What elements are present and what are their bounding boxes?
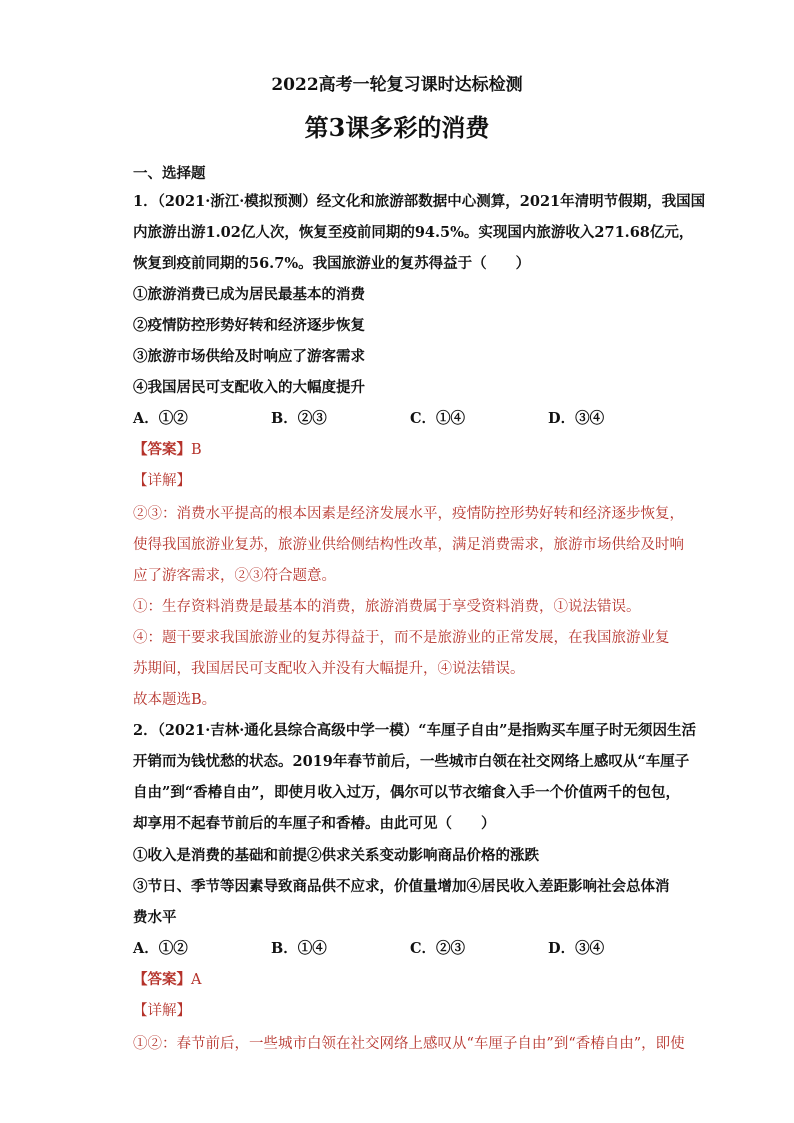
q1-explain-line-6: 苏期间，我国居民可支配收入并没有大幅提升，④说法错误。 (133, 661, 525, 677)
q1-item-4: ④我国居民可支配收入的大幅度提升 (133, 379, 365, 396)
q2-item-line-2: ③节日、季节等因素导致商品供不应求，价值量增加④居民收入差距影响社会总体消 (133, 878, 670, 895)
q2-item-line-1: ①收入是消费的基础和前提②供求关系变动影响商品价格的涨跌 (133, 847, 539, 864)
q2-option-a: A．①② (133, 940, 188, 957)
q1-stem-line-2: 内旅游出游1.02亿人次，恢复至疫前同期的94.5%。实现国内旅游收入271.68亿元， (133, 224, 694, 241)
q2-option-b: B．①④ (271, 940, 327, 957)
q1-answer (133, 440, 673, 460)
lesson-title: 第3课多彩的消费 (304, 113, 490, 142)
section-heading: 一、选择题 (133, 165, 206, 182)
q1-item-2: ②疫情防控形势好转和经济逐步恢复 (133, 317, 365, 334)
q1-conclusion: 故本题选B。 (133, 692, 217, 708)
answer-value: B (191, 442, 202, 458)
q2-detail-label: 【详解】 (133, 1003, 191, 1019)
q1-item-1: ①旅游消费已成为居民最基本的消费 (133, 286, 365, 303)
answer-label: 【答案】 (133, 971, 191, 988)
q1-explain-line-1: ②③：消费水平提高的根本因素是经济发展水平，疫情防控形势好转和经济逐步恢复， (133, 506, 684, 522)
q1-stem-line-1: 1．（2021·浙江·模拟预测）经文化和旅游部数据中心测算，2021年清明节假期，我国国 (133, 193, 706, 210)
q2-stem-line-3: 自由”到“香椿自由”，即使月收入过万，偶尔可以节衣缩食入手一个价值两千的包包， (133, 784, 681, 801)
answer-value: A (191, 972, 202, 988)
q2-explain-line-1: ①②：春节前后，一些城市白领在社交网络上感叹从“车厘子自由”到“香椿自由”，即使 (133, 1036, 685, 1052)
q1-option-c: C．①④ (410, 410, 466, 427)
q2-stem-line-1: 2．（2021·吉林·通化县综合高级中学一模）“车厘子自由”是指购买车厘子时无须因生活 (133, 722, 696, 739)
answer-label: 【答案】 (133, 441, 191, 458)
q1-detail-label: 【详解】 (133, 473, 191, 489)
q2-item-line-3: 费水平 (133, 909, 177, 926)
q1-explain-line-2: 使得我国旅游业复苏，旅游业供给侧结构性改革，满足消费需求，旅游市场供给及时响 (133, 537, 684, 553)
q1-item-3: ③旅游市场供给及时响应了游客需求 (133, 348, 365, 365)
q1-option-a: A．①② (133, 410, 188, 427)
q2-stem-line-4: 却享用不起春节前后的车厘子和香椿。由此可见（ ） (133, 815, 496, 832)
q2-answer (133, 970, 673, 990)
q1-explain-line-3: 应了游客需求，②③符合题意。 (133, 568, 336, 584)
document-title: 2022高考一轮复习课时达标检测 (271, 75, 523, 95)
q1-option-d: D．③④ (548, 410, 605, 427)
q2-stem-line-2: 开销而为钱忧愁的状态。2019年春节前后，一些城市白领在社交网络上感叹从“车厘子 (133, 753, 690, 770)
q1-explain-line-5: ④：题干要求我国旅游业的复苏得益于，而不是旅游业的正常发展，在我国旅游业复 (133, 630, 670, 646)
q2-option-d: D．③④ (548, 940, 605, 957)
q1-option-b: B．②③ (271, 410, 327, 427)
q1-stem-line-3: 恢复到疫前同期的56.7%。我国旅游业的复苏得益于（ ） (133, 255, 531, 272)
q2-option-c: C．②③ (410, 940, 466, 957)
q1-explain-line-4: ①：生存资料消费是最基本的消费，旅游消费属于享受资料消费，①说法错误。 (133, 599, 641, 615)
